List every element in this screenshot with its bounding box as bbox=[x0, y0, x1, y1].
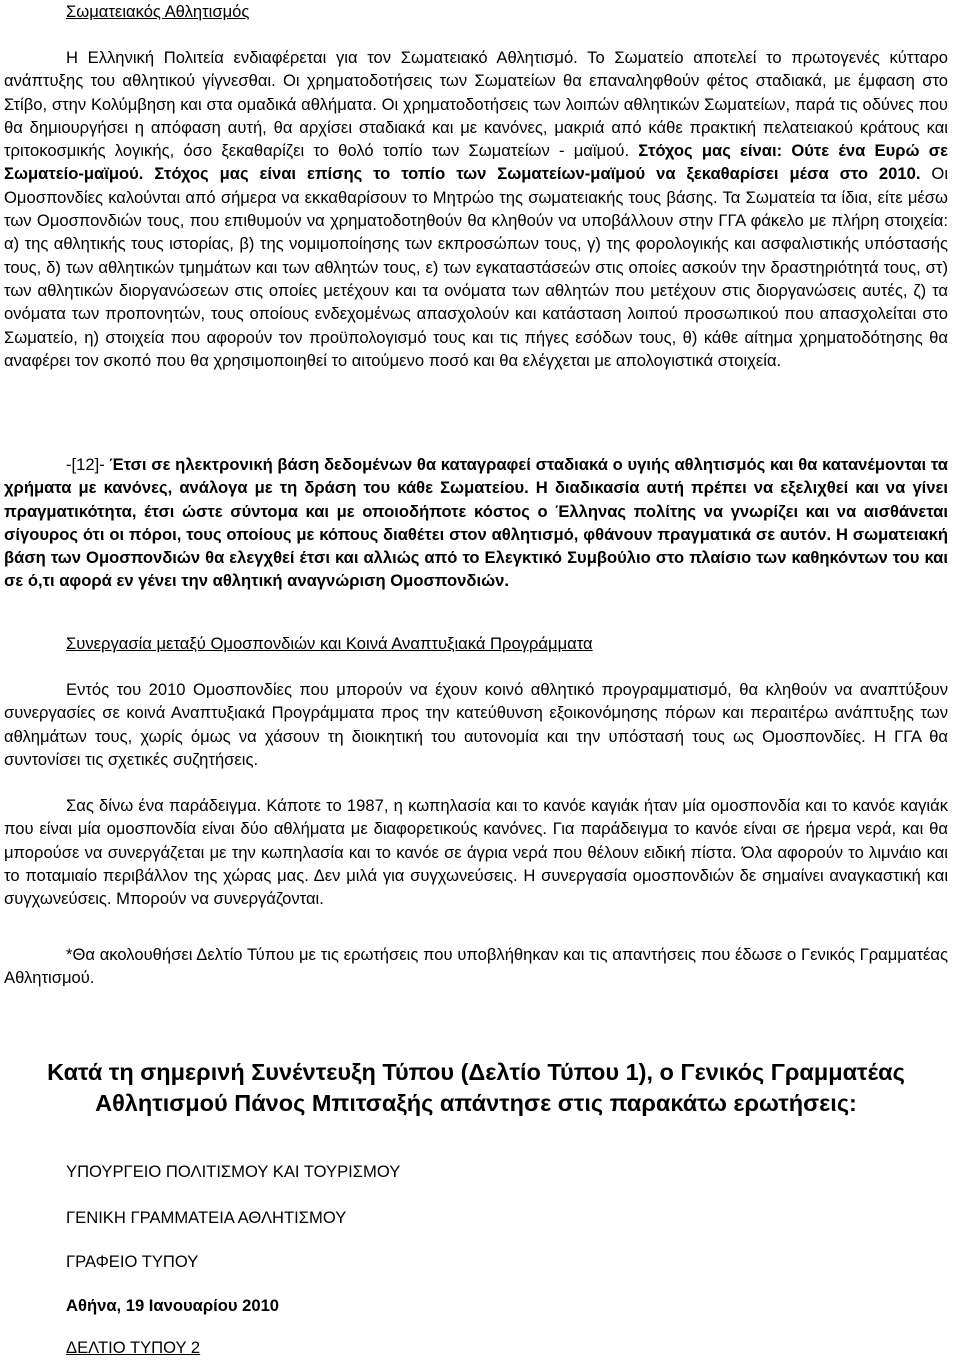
paragraph-database-text: Έτσι σε ηλεκτρονική βάση δεδομένων θα καταγραφεί σταδιακά ο υγιής αθλητισμός και θα κατανέμονται τα χρήματα με κανόνες, ανάλογα με τη δράση του κάθε Σωματείου. Η διαδικασία αυτή πρέπει να εξελιχθεί και να γίνει πραγματικότητα, έτσι ώστε σύντομα και με οποιοδήποτε κόστος ο Έλληνας πολίτης να γνωρίζει και να αισθάνεται σίγουρος ότι οι πόροι, τους οποίους με κόπους διαθέτει στον αθλητισμό, φθάνουν πραγματικά σε αυτόν. Η σωματειακή βάση των Ομοσπονδιών θα ελεγχθεί έτσι και αλλιώς από το Ελεγκτικό Συμβούλιο στο πλαίσιο των καθηκόντων του και σε ό,τι αφορά εν γένει την αθλητική αναγνώριση Ομοσπονδιών. bbox=[4, 455, 948, 591]
press-release-number: ΔΕΛΤΙΟ ΤΥΠΟΥ 2 bbox=[66, 1338, 201, 1357]
secretariat-name: ΓΕΝΙΚΗ ΓΡΑΜΜΑΤΕΙΑ ΑΘΛΗΤΙΣΜΟΥ bbox=[66, 1208, 347, 1227]
document-date: Αθήνα, 19 Ιανουαρίου 2010 bbox=[66, 1296, 280, 1315]
paragraph-rest-text: Οι Ομοσπονδίες καλούνται από σήμερα να εκκαθαρίσουν το Μητρώο της σωματειακής τους βάσης. Τα Σωματεία τα ίδια, είτε μέσω των Ομοσπονδιών τους, που επιθυμούν να χρηματοδοτηθούν θα κληθούν να υποβάλλουν στην ΓΓΑ φάκελο με πλήρη στοιχεία: α) της αθλητικής τους ιστορίας, β) της νομιμοποίησης των εκπροσώπων τους, γ) της φορολογικής και ασφαλιστικής υπόστασής τους, δ) των αθλητικών τμημάτων και των αθλητών τους, ε) των εγκαταστάσεών στις οποίες ασκούν την δραστηριότητά τους, στ) των αθλητικών διοργανώσεων στις οποίες μετέχουν και τα ονόματα των αθλητών που μετέχουν στις διοργανώσεις αυτές, ζ) τα ονόματα των προπονητών, τους οποίους ενδεχομένως απασχολούν και κατάσταση λοιπού προσωπικού που απασχολείται στο Σωματείο, η) στοιχεία που αφορούν τον προϋπολογισμό τους και τις πήγες εσόδων τους, θ) κάθε αίτημα χρηματοδότησης θα αναφέρει τον σκοπό που θα χρησιμοποιηθεί το αιτούμενο ποσό και θα ελέγχεται με απολογιστικά στοιχεία. bbox=[4, 164, 948, 370]
goal-statement-2: Στόχος μας είναι επίσης το τοπίο των Σωματείων-μαϊμού να ξεκαθαρίσει μέσα στο 2010. bbox=[154, 164, 921, 184]
section-heading-cooperation: Συνεργασία μεταξύ Ομοσπονδιών και Κοινά Αναπτυξιακά Προγράμματα bbox=[66, 634, 593, 653]
paragraph-example: Σας δίνω ένα παράδειγμα. Κάποτε το 1987, η κωπηλασία και το κανόε καγιάκ ήταν μία ομοσπονδία και το κανόε καγιάκ που είναι μία ομοσπονδία είναι δύο αθλήματα με διαφορετικούς κανόνες. Για παράδειγμα το κανόε είναι σε ήρεμα νερά, και θα μπορούσε να συνεργάζεται με την κωπηλασία και το κανόε σε άγρια νερά που θέλουν ειδική πίστα. Όλα αφορούν το λιμνάιο και το ποταμιαίο περιβάλλον της χώρας μας. Δεν μιλά για συγχωνεύσεις. Η συνεργασία ομοσπονδιών δε σημαίνει αναγκαστική και συγχωνεύσεις. Μπορούν να συνεργάζονται. bbox=[4, 796, 948, 909]
paragraph-electronic-database bbox=[4, 453, 948, 593]
footnote-marker: -[12]- bbox=[66, 455, 110, 474]
paragraph-press-release-note: *Θα ακολουθήσει Δελτίο Τύπου με τις ερωτήσεις που υποβλήθηκαν και τις απαντήσεις που έδωσε ο Γενικός Γραμματέας Αθλητισμού. bbox=[4, 945, 948, 988]
paragraph-club-funding bbox=[4, 46, 948, 372]
paragraph-lead-text: Η Ελληνική Πολιτεία ενδιαφέρεται για τον Σωματειακό Αθλητισμό. Το Σωματείο αποτελεί το πρωτογενές κύτταρο ανάπτυξης του αθλητικού γίγνεσθαι. Οι χρηματοδοτήσεις των Σωματείων θα επαναληφθούν φέτος σταδιακά, με έμφαση στο Στίβο, στην Κολύμβηση και στα ομαδικά αθλήματα. Οι χρηματοδοτήσεις των λοιπών αθλητικών Σωματείων, παρά τις οδύνες που θα δημιουργήσει η απόφαση αυτή, θα αρχίσει σταδιακά και με κανόνες, μακριά από κάθε πρακτική πελατειακού κράτους και τριτοκοσμικής λογικής, όσο ξεκαθαρίζει το θολό τοπίο των Σωματείων - μαϊμού. bbox=[4, 48, 948, 161]
press-conference-heading: Κατά τη σημερινή Συνέντευξη Τύπου (Δελτίο Τύπου 1), ο Γενικός Γραμματέας Αθλητισμού Πάνος Μπιτσαξής απάντησε στις παρακάτω ερωτήσεις: bbox=[47, 1059, 905, 1116]
ministry-name: ΥΠΟΥΡΓΕΙΟ ΠΟΛΙΤΙΣΜΟΥ ΚΑΙ ΤΟΥΡΙΣΜΟΥ bbox=[66, 1162, 401, 1181]
section-heading-club-sports: Σωματειακός Αθλητισμός bbox=[66, 2, 250, 21]
goal-statement-1: Στόχος μας είναι: Ούτε ένα Ευρώ σε Σωματείο-μαϊμού. bbox=[4, 141, 948, 184]
press-office-name: ΓΡΑΦΕΙΟ ΤΥΠΟΥ bbox=[66, 1252, 199, 1271]
paragraph-development-programs: Εντός του 2010 Ομοσπονδίες που μπορούν να έχουν κοινό αθλητικό προγραμματισμό, θα κληθούν να αναπτύξουν συνεργασίες σε κοινά Αναπτυξιακά Προγράμματα προς την κατεύθυνση εξοικονόμησης πόρων και περαιτέρω ανάπτυξης των αθλημάτων τους, χωρίς όμως να χάσουν τη διοικητική του αυτονομία και την υπόστασή τους ως Ομοσπονδίες. Η ΓΓΑ θα συντονίσει τις σχετικές συζητήσεις. bbox=[4, 680, 948, 769]
